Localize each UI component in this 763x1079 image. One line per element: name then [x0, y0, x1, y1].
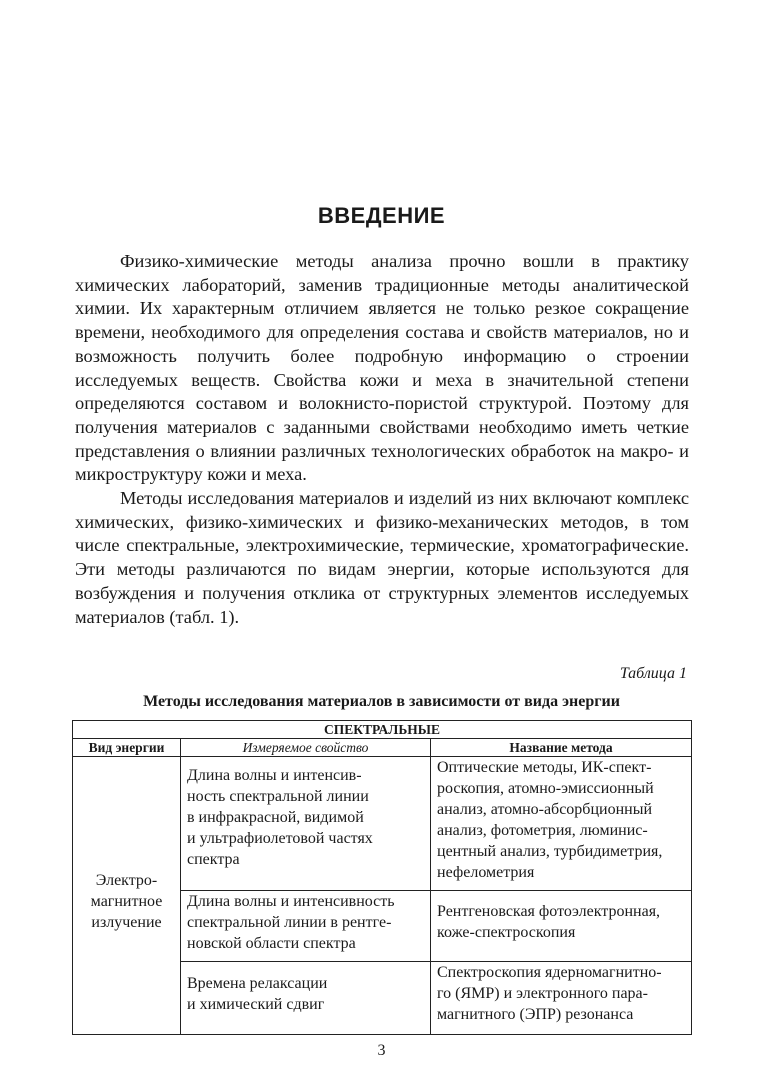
column-header-property: Измеряемое свойство — [181, 739, 431, 757]
column-header-method: Название метода — [431, 739, 692, 757]
methods-table — [72, 720, 692, 1035]
property-cell: Длина волны и интенсивность спектральной линии в рентге- новской области спектра — [181, 891, 431, 962]
method-cell: Спектроскопия ядерномагнитно- го (ЯМР) и электронного пара- магнитного (ЭПР) резонанса — [431, 962, 692, 1035]
page-title: ВВЕДЕНИЕ — [317, 203, 446, 228]
table-header-row — [73, 739, 692, 757]
paragraph: Физико-химические методы анализа прочно вошли в практику химических лабораторий, заменив традиционные методы аналитической химии. Их характерным отличием является не только резкое сокращение времени, необходимого для определения состава и свойств материалов, но и возможность получить более подробную информацию о строении исследуемых веществ. Свойства кожи и меха в значительной степени определяются составом и волокнисто-пористой структурой. Поэтому для получения материалов с заданными свойствами необходимо иметь четкие представления о влиянии различных технологических обработок на макро- и микроструктуру кожи и меха. — [75, 251, 689, 485]
table-caption: Таблица 1 — [619, 665, 687, 682]
paragraph: Методы исследования материалов и изделий из них включают комплекс химических, физико-химических и физико-механических методов, в том числе спектральные, электрохимические, термические, хроматографические. Эти методы различаются по видам энергии, которые используются для возбуждения и получения отклика от структурных элементов исследуемых материалов (табл. 1). — [75, 488, 689, 627]
table-row — [73, 757, 692, 891]
property-cell: Длина волны и интенсив- ность спектральной линии в инфракрасной, видимой и ультрафиолетовой частях спектра — [181, 757, 431, 891]
energy-type-text: Электро- магнитное излучение — [90, 872, 163, 931]
method-cell: Оптические методы, ИК-спект- роскопия, атомно-эмиссионный анализ, атомно-абсорбционный анализ, фотометрия, люминис- центный анализ, турбидиметрия, нефелометрия — [431, 757, 692, 891]
section-header: СПЕКТРАЛЬНЫЕ — [73, 721, 692, 739]
energy-type-cell — [73, 757, 181, 1035]
column-header-energy: Вид энергии — [73, 739, 181, 757]
body-text — [75, 250, 689, 629]
property-cell: Времена релаксации и химический сдвиг — [181, 962, 431, 1035]
page-number: 3 — [377, 1042, 386, 1059]
table-title: Методы исследования материалов в зависимости от вида энергии — [143, 693, 620, 710]
method-cell: Рентгеновская фотоэлектронная, коже-спектроскопия — [431, 891, 692, 962]
table-section-row — [73, 721, 692, 739]
